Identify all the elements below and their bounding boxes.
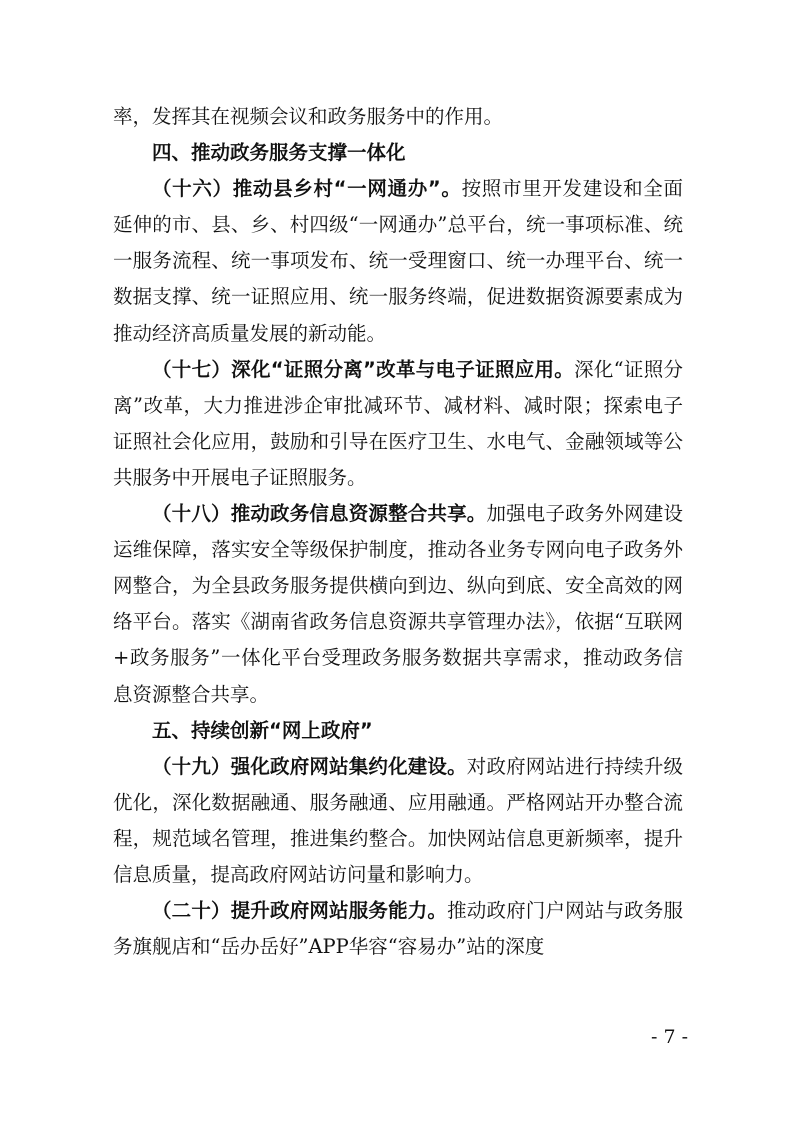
paragraph-18	[113, 496, 683, 713]
paragraph-lead: （十九）强化政府网站集约化建设。	[152, 754, 467, 778]
paragraph-lead: （十七）深化“证照分离”改革与电子证照应用。	[152, 357, 575, 381]
paragraph-lead: （十六）推动县乡村“一网通办”。	[152, 177, 462, 201]
document-body	[113, 99, 683, 965]
paragraph-text: 加强电子政务外网建设运维保障，落实安全等级保护制度，推动各业务专网向电子政务外网整合，为全县政务服务提供横向到边、纵向到底、安全高效的网络平台。落实《湖南省政务信息资源共享管理办法》，依据“互联网+政务服务”一体化平台受理政务服务数据共享需求，推动政务信息资源整合共享。	[113, 502, 683, 706]
section-heading-4: 四、推动政务服务支撑一体化	[152, 141, 406, 165]
paragraph-19	[113, 749, 683, 893]
page-number: - 7 -	[650, 1026, 688, 1048]
paragraph-16	[113, 171, 683, 351]
paragraph-text: 推动政府门户网站与政务服务旗舰店和“岳办岳好”APP华容“容易办”站的深度	[113, 899, 683, 959]
paragraph-text: 率，发挥其在视频会议和政务服务中的作用。	[113, 105, 504, 128]
section-heading-5: 五、持续创新“网上政府”	[152, 718, 373, 742]
paragraph-text: 对政府网站进行持续升级优化，深化数据融通、服务融通、应用融通。严格网站开办整合流程，规范域名管理，推进集约整合。加快网站信息更新频率，提升信息质量，提高政府网站访问量和影响力。	[113, 754, 683, 886]
paragraph-text: 深化“证照分离”改革，大力推进涉企审批减环节、减材料、减时限；探索电子证照社会化应用，鼓励和引导在医疗卫生、水电气、金融领域等公共服务中开展电子证照服务。	[113, 357, 683, 489]
paragraph-lead: （二十）提升政府网站服务能力。	[152, 899, 448, 923]
paragraph-text: 按照市里开发建设和全面延伸的市、县、乡、村四级“一网通办”总平台，统一事项标准、统一服务流程、统一事项发布、统一受理窗口、统一办理平台、统一数据支撑、统一证照应用、统一服务终端，促进数据资源要素成为推动经济高质量发展的新动能。	[113, 177, 683, 345]
paragraph-continuation	[113, 99, 683, 135]
paragraph-17	[113, 352, 683, 496]
paragraph-20	[113, 893, 683, 965]
paragraph-lead: （十八）推动政务信息资源整合共享。	[152, 502, 487, 526]
